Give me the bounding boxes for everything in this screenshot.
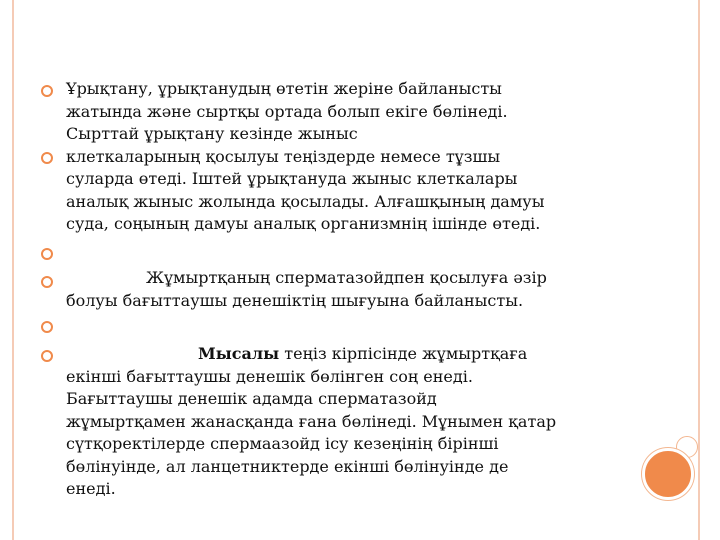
paragraph-example bbox=[66, 343, 626, 501]
text-line: Жұмыртқаның сперматазойдпен қосылуға әзір bbox=[146, 268, 547, 287]
paragraph-polar-body bbox=[66, 267, 626, 312]
slide-frame-left bbox=[12, 0, 14, 540]
text-line: сүтқоректілерде спермаазойд ісу кезеңінің біріншi bbox=[66, 434, 499, 453]
text-line: бөлінуінде, ал ланцетниктерде екінші бөлінуінде де bbox=[66, 456, 509, 476]
text-line: болуы бағыттаушы денешіктің шығуына байланысты. bbox=[66, 290, 524, 310]
text-line: Бағыттаушы денешік адамда сперматазойд bbox=[66, 389, 437, 408]
slide-frame-right bbox=[698, 0, 700, 540]
bullet-icon bbox=[40, 84, 54, 98]
decorative-circle bbox=[642, 448, 694, 500]
text-line: аналық жыныс жолында қосылады. Алғашқының дамуы bbox=[66, 191, 545, 211]
text-line: енеді. bbox=[66, 479, 116, 498]
text-line: жатында және сыртқы ортада болып екіге бөлінеді. bbox=[66, 101, 508, 121]
bullet-icon bbox=[40, 349, 54, 363]
bullet-icon bbox=[40, 320, 54, 334]
bullet-icon bbox=[40, 275, 54, 289]
text-line: Ұрықтану, ұрықтанудың өтетін жеріне байланысты bbox=[66, 79, 502, 98]
example-label: Мысалы bbox=[198, 344, 280, 363]
bullet-icon bbox=[40, 151, 54, 165]
text-line: клеткаларының қосылуы теңіздерде немесе тұзшы bbox=[66, 146, 501, 166]
text-fragment: теңіз кірпісінде жұмыртқаға bbox=[279, 344, 528, 363]
text-line: суда, соңының дамуы аналық организмнің ішінде өтеді. bbox=[66, 214, 541, 233]
bullet-icon bbox=[40, 247, 54, 261]
paragraph-fertilization bbox=[66, 78, 626, 236]
text-line bbox=[66, 343, 626, 366]
text-line: Сырттай ұрықтану кезінде жыныс bbox=[66, 124, 358, 143]
text-line: екінші бағыттаушы денешік бөлінген соң енеді. bbox=[66, 366, 473, 386]
text-line: жұмыртқамен жанасқанда ғана бөлінеді. Мұнымен қатар bbox=[66, 411, 557, 431]
text-line: суларда өтеді. Іштей ұрықтануда жыныс клеткалары bbox=[66, 169, 518, 188]
